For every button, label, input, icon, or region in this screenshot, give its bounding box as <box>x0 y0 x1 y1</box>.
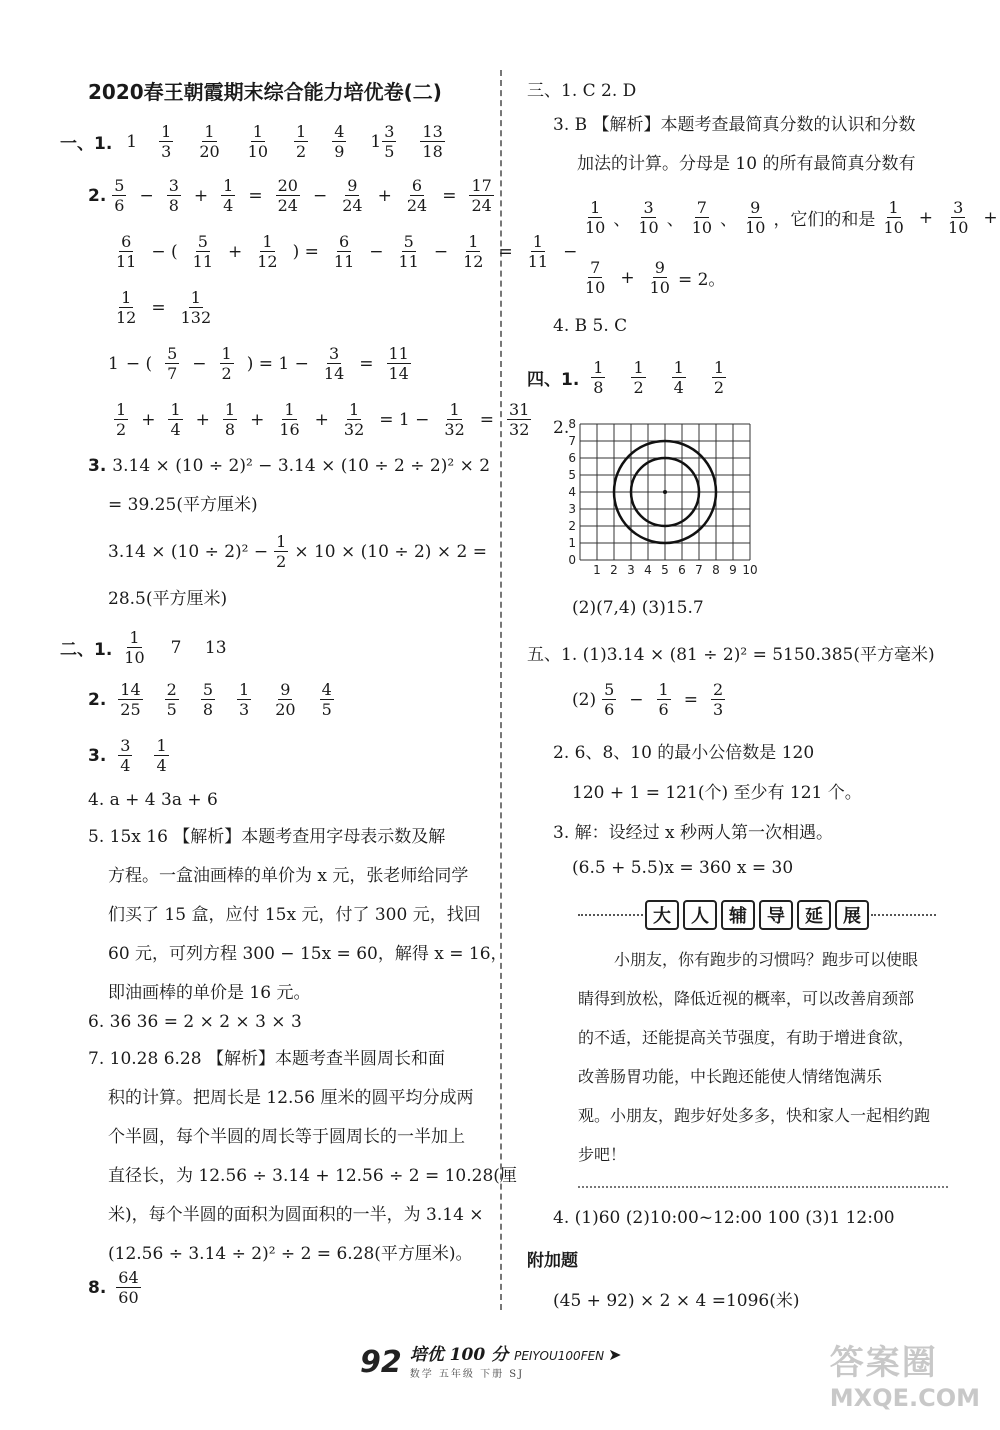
fraction: $\frac{13}{18}$ <box>422 122 443 161</box>
answer-4-2-results: (2)(7,4) (3)15.7 <box>572 598 704 618</box>
answer-5-3-line2: (6.5 + 5.5)x = 360 x = 30 <box>572 858 794 878</box>
y-tick-label: 6 <box>568 451 576 465</box>
answer-1-2-line5: $\frac{1}{2}$ + $\frac{1}{4}$ + $\frac{1}{8}$ + $\frac{1}{16}$ + $\frac{1}{32}$ = 1 − $\frac{1}{32}$ = $\frac{31}{32}$ <box>116 400 530 439</box>
answer-values: 7 13 <box>170 637 227 658</box>
answer-1-3-line2: = 39.25(平方厘米) <box>108 495 258 515</box>
brand-block <box>410 1340 622 1380</box>
brand-en: PEIYOU100FEN <box>514 1349 605 1363</box>
fraction: $\frac{1}{20}$ <box>199 122 220 161</box>
answer-3-3-fractions: $\frac{1}{10}$ 、 $\frac{3}{10}$ 、 $\frac{7}{10}$ 、 $\frac{9}{10}$ ，它们的和是 $\frac{1}{10}$ + $\frac{3}{10}$ + <box>585 198 998 237</box>
y-tick-label: 7 <box>568 434 576 448</box>
equation-part: 3.14 × (10 ÷ 2)² − <box>108 541 269 562</box>
banner-char: 大 <box>645 900 679 930</box>
watermark-logo: 答案圈 MXQE.COM <box>829 1343 980 1412</box>
grid-svg <box>566 418 766 583</box>
answer-2-8: 8. $\frac{64}{60}$ <box>88 1268 139 1307</box>
answer-4-1: 四、1. $\frac{1}{8}$ $\frac{1}{2}$ $\frac{1}{4}$ $\frac{1}{2}$ <box>527 358 725 397</box>
y-tick-label: 1 <box>568 536 576 550</box>
question-label-4-2: 2. <box>553 418 570 438</box>
answer-3-1-2: 三、1. C 2. D <box>527 81 637 101</box>
x-tick-label: 1 <box>593 563 601 577</box>
text-line: 5. 15x 16 【解析】本题考查用字母表示数及解 <box>88 827 446 847</box>
answer-2-1: 二、1. $\frac{1}{10}$ 7 13 <box>60 628 227 667</box>
text-line: 改善肠胃功能，中长跑还能使人情绪饱满乐 <box>578 1067 883 1086</box>
text-line: 个半圆，每个半圆的周长等于圆周长的一半加上 <box>108 1127 465 1147</box>
y-tick-label: 5 <box>568 468 576 482</box>
banner-char: 辅 <box>721 900 755 930</box>
answer-3-3 <box>553 106 916 184</box>
answer-2-3: 3. $\frac{3}{4}$ $\frac{1}{4}$ <box>88 736 167 775</box>
fraction: $\frac{4}{9}$ <box>334 122 345 161</box>
fraction: $\frac{1}{10}$ <box>247 122 269 161</box>
answer-1-3-line1 <box>88 456 490 476</box>
section-label: 二、1. <box>60 640 113 660</box>
page-footer <box>360 1340 622 1380</box>
text-line: 的不适，还能提高关节强度，有助于增进食欲， <box>578 1028 915 1047</box>
page-title: 2020春王朝霞期末综合能力培优卷(二) <box>88 80 442 104</box>
x-tick-label: 8 <box>712 563 720 577</box>
text-line: 观。小朋友，跑步好处多多，快和家人一起相约跑 <box>578 1106 931 1125</box>
coordinate-grid <box>566 418 766 587</box>
x-tick-label: 5 <box>661 563 669 577</box>
tip-text <box>578 940 930 1174</box>
text-line: 小朋友，你有跑步的习惯吗？跑步可以使眼 <box>614 950 919 969</box>
question-label: 2. <box>88 185 107 206</box>
text-line: 60 元，可列方程 300 − 15x = 60，解得 x = 16， <box>108 944 508 964</box>
book-subtitle: 数学 五年级 下册 SJ <box>409 1369 525 1380</box>
answer-2-5 <box>88 818 508 1013</box>
answer-1-2-line4: 1 − ( $\frac{5}{7}$ − $\frac{1}{2}$ ) = 1 − $\frac{3}{14}$ = $\frac{11}{14}$ <box>108 344 409 383</box>
page-number: 92 <box>360 1345 402 1380</box>
fraction-item: 1 <box>370 131 382 152</box>
fraction-item: 1 <box>126 131 138 152</box>
question-label: 2. <box>88 689 107 710</box>
fraction: $\frac{1}{3}$ <box>161 122 172 161</box>
center-point <box>663 490 667 494</box>
tip-bottom-rule <box>578 1186 948 1188</box>
extra-question-label: 附加题 <box>527 1251 578 1271</box>
arrow-icon: ➤ <box>608 1345 622 1364</box>
section-label: 四、1. <box>527 370 580 390</box>
text-line: (12.56 ÷ 3.14 ÷ 2)² ÷ 2 = 6.28(平方厘米)。 <box>108 1244 473 1264</box>
equation: 3.14 × (10 ÷ 2)² − 3.14 × (10 ÷ 2 ÷ 2)² × 2 <box>112 456 491 476</box>
answer-2-7 <box>88 1040 517 1274</box>
answer-1-3-line4: 28.5(平方厘米) <box>108 589 228 609</box>
answer-1-1 <box>60 122 451 161</box>
answer-5-4: 4. (1)60 (2)10:00~12:00 100 (3)1 12:00 <box>553 1208 895 1228</box>
text-line: 积的计算。把周长是 12.56 厘米的圆平均分成两 <box>108 1088 474 1108</box>
text-line: 直径长，为 12.56 ÷ 3.14 + 12.56 ÷ 2 = 10.28(厘 <box>108 1166 517 1186</box>
question-label: 8. <box>88 1277 107 1298</box>
extra-answer: (45 + 92) × 2 × 4 =1096(米) <box>553 1291 800 1311</box>
answer-1-2-line3: $\frac{1}{12}$ = $\frac{1}{132}$ <box>116 288 212 327</box>
answer-1-2-line1: 2. $\frac{5}{6}$ − $\frac{3}{8}$ + $\frac{1}{4}$ = $\frac{20}{24}$ − $\frac{9}{24}$ + $\frac{6}{24}$ = $\frac{17}{24}$ <box>88 176 492 215</box>
y-tick-label: 4 <box>568 485 576 499</box>
answer-2-6: 6. 36 36 = 2 × 2 × 3 × 3 <box>88 1012 302 1032</box>
x-tick-label: 6 <box>678 563 686 577</box>
text-line: 步吧！ <box>578 1145 627 1164</box>
sub-label: (2) <box>572 689 597 710</box>
answer-2-2: 2. $\frac{14}{25}$ $\frac{2}{5}$ $\frac{5}{8}$ $\frac{1}{3}$ $\frac{9}{20}$ $\frac{4}{5}$ <box>88 680 332 719</box>
answer-1-2-line2: $\frac{6}{11}$ − ( $\frac{5}{11}$ + $\frac{1}{12}$ ) = $\frac{6}{11}$ − $\frac{5}{11}$ − $\frac{1}{12}$ = $\frac{1}{11}$ − <box>116 232 578 271</box>
section-label: 一、1. <box>60 134 113 154</box>
banner-char: 展 <box>835 900 869 930</box>
x-tick-label: 10 <box>742 563 758 577</box>
answer-5-2-line2: 120 + 1 = 121(个) 至少有 121 个。 <box>572 783 862 803</box>
text-fragment: = 2。 <box>677 270 726 290</box>
text-line: 们买了 15 盒，应付 15x 元，付了 300 元，找回 <box>108 905 481 925</box>
answer-3-4-5: 4. B 5. C <box>553 316 628 336</box>
y-tick-label: 8 <box>568 418 576 431</box>
x-tick-label: 2 <box>610 563 618 577</box>
banner-char: 延 <box>797 900 831 930</box>
text-line: 睛得到放松，降低近视的概率，可以改善肩颈部 <box>578 989 915 1008</box>
answer-5-3-line1: 3. 解：设经过 x 秒两人第一次相遇。 <box>553 823 834 843</box>
y-tick-label: 3 <box>568 502 576 516</box>
x-tick-label: 7 <box>695 563 703 577</box>
x-tick-label: 3 <box>627 563 635 577</box>
answer-1-3-line3: 3.14 × (10 ÷ 2)² − $\frac{1}{2}$ × 10 × (10 ÷ 2) × 2 = <box>108 532 487 571</box>
y-tick-label: 2 <box>568 519 576 533</box>
answer-5-1-line1: 五、1. (1)3.14 × (81 ÷ 2)² = 5150.385(平方毫米) <box>527 645 935 665</box>
banner-char: 导 <box>759 900 793 930</box>
text-line: 7. 10.28 6.28 【解析】本题考查半圆周长和面 <box>88 1049 445 1069</box>
banner-char: 人 <box>683 900 717 930</box>
y-tick-label: 0 <box>568 553 576 567</box>
question-label: 3. <box>88 745 107 766</box>
equation-part: × 10 × (10 ÷ 2) × 2 = <box>294 541 487 562</box>
tip-banner <box>578 900 936 930</box>
banner-dots-left <box>578 914 643 916</box>
text-line: 方程。一盒油画棒的单价为 x 元，张老师给同学 <box>108 866 469 886</box>
text-line: 加法的计算。分母是 10 的所有最简真分数有 <box>577 154 916 174</box>
answer-3-3-sum: $\frac{7}{10}$ + $\frac{9}{10}$ = 2。 <box>585 258 726 297</box>
answer-5-1-line2: (2) $\frac{5}{6}$ − $\frac{1}{6}$ = $\frac{2}{3}$ <box>572 680 724 719</box>
fraction: $\frac{3}{5}$ <box>384 122 395 161</box>
text-line: 米)，每个半圆的面积为圆面积的一半，为 3.14 × <box>108 1205 484 1225</box>
banner-dots-right <box>871 914 936 916</box>
answer-5-2-line1: 2. 6、8、10 的最小公倍数是 120 <box>553 743 815 763</box>
answer-2-4: 4. a + 4 3a + 6 <box>88 790 218 810</box>
question-label: 3. <box>88 456 107 476</box>
text-line: 3. B 【解析】本题考查最简真分数的认识和分数 <box>553 115 916 135</box>
x-tick-label: 9 <box>729 563 737 577</box>
text-line: 即油画棒的单价是 16 元。 <box>108 983 311 1003</box>
text-fragment: ，它们的和是 <box>773 210 876 230</box>
brand-name: 培优 100 分 <box>409 1345 509 1365</box>
fraction: $\frac{1}{2}$ <box>296 122 307 161</box>
x-tick-label: 4 <box>644 563 652 577</box>
